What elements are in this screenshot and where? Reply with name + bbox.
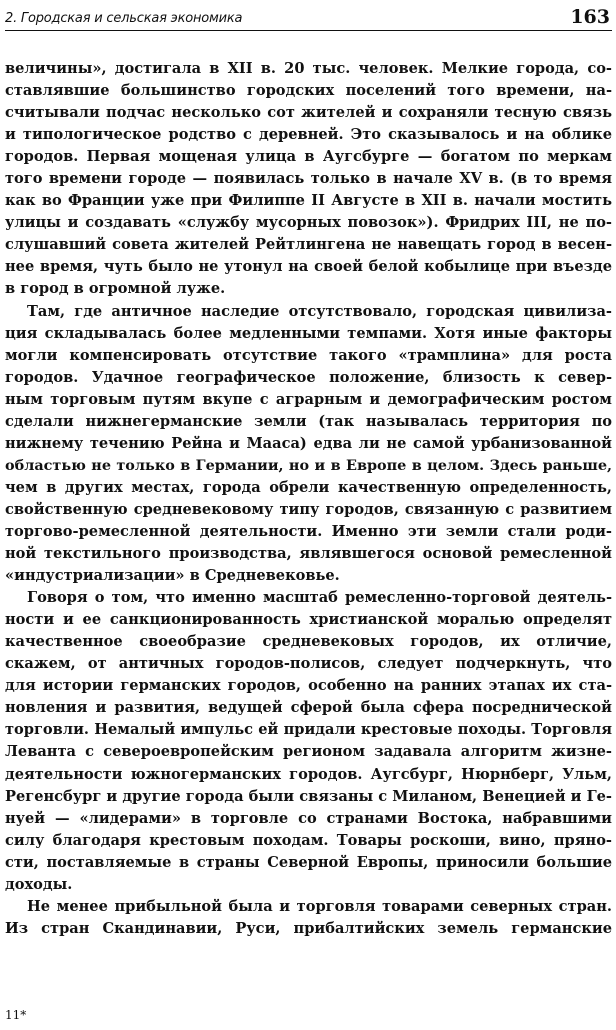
text-line: деятельности южногерманских городов. Аугсбург, Нюрнберг, Ульм, <box>5 765 612 783</box>
text-line: «индустриализации» в Средневековье. <box>5 567 340 585</box>
text-line: Там, где античное наследие отсутствовало, городская цивилиза- <box>27 302 612 320</box>
body-text <box>5 58 612 940</box>
text-line: новления и развития, ведущей сферой была сфера посреднической <box>5 699 612 717</box>
text-line: ным торговым путям вкупе с аграрным и демографическим ростом <box>5 390 612 408</box>
text-line: сти, поставляемые в страны Северной Европы, приносили большие <box>5 853 612 871</box>
text-line: Из стран Скандинавии, Руси, прибалтийских земель германские <box>5 919 612 937</box>
text-line: торговли. Немалый импульс ей придали крестовые походы. Торговля <box>5 721 612 739</box>
text-line: городов. Первая мощеная улица в Аугсбурге — богатом по меркам <box>5 148 612 166</box>
text-line: могли компенсировать отсутствие такого «трамплина» для роста <box>5 346 612 364</box>
running-title: 2. Городская и сельская экономика <box>5 11 243 26</box>
text-line: ной текстильного производства, являвшегося основой ремесленной <box>5 545 612 563</box>
text-line: доходы. <box>5 875 73 893</box>
text-line: областью не только в Германии, но и в Европе в целом. Здесь раньше, <box>5 456 612 474</box>
text-line: ности и ее санкционированность христианской моралью определят <box>5 611 612 629</box>
text-line: нее время, чуть было не утонул на своей белой кобылице при въезде <box>5 258 612 276</box>
text-line: слушавший совета жителей Рейтлингена не навещать город в весен- <box>5 236 612 254</box>
text-line: силу благодаря крестовым походам. Товары роскоши, вино, пряно- <box>5 831 612 849</box>
text-line: улицы и создавать «службу мусорных повозок»). Фридрих III, не по- <box>5 214 612 232</box>
text-line: скажем, от античных городов-полисов, следует подчеркнуть, что <box>5 655 612 673</box>
text-line: ция складывалась более медленными темпами. Хотя иные факторы <box>5 324 612 342</box>
text-line: того времени городе — появилась только в начале XV в. (в то время <box>5 170 612 188</box>
text-line: чем в других местах, города обрели качественную определенность, <box>5 478 612 496</box>
signature-mark: 11* <box>5 1008 27 1022</box>
text-line: нижнему течению Рейна и Мааса) едва ли не самой урбанизованной <box>5 434 612 452</box>
text-line: и типологическое родство с деревней. Это сказывалось и на облике <box>5 126 612 144</box>
text-line: свойственную средневековому типу городов, связанную с развитием <box>5 500 612 518</box>
text-line: торгово-ремесленной деятельности. Именно эти земли стали роди- <box>5 522 612 540</box>
page-number: 163 <box>570 6 610 28</box>
text-line: как во Франции уже при Филиппе II Августе в XII в. начали мостить <box>5 192 612 210</box>
text-line: Не менее прибыльной была и торговля товарами северных стран. <box>27 897 612 915</box>
text-line: качественное своеобразие средневековых городов, их отличие, <box>5 633 612 651</box>
text-line: нуей — «лидерами» в торговле со странами Востока, набравшими <box>5 809 612 827</box>
text-line: считывали подчас несколько сот жителей и сохраняли тесную связь <box>5 104 612 122</box>
text-line: Леванта с североевропейским регионом задавала алгоритм жизне- <box>5 743 612 761</box>
text-line: в город в огромной луже. <box>5 280 226 298</box>
text-line: Говоря о том, что именно масштаб ремесленно-торговой деятель- <box>27 589 612 607</box>
text-line: величины», достигала в XII в. 20 тыс. человек. Мелкие города, со- <box>5 60 612 77</box>
running-head <box>5 4 612 31</box>
text-line: ставлявшие большинство городских поселений того времени, на- <box>5 82 612 100</box>
text-line: Регенсбург и другие города были связаны с Миланом, Венецией и Ге- <box>5 787 612 805</box>
text-line: городов. Удачное географическое положение, близость к север- <box>5 368 612 386</box>
text-line: сделали нижнегерманские земли (так называлась территория по <box>5 412 612 430</box>
text-line: для истории германских городов, особенно на ранних этапах их ста- <box>5 677 612 695</box>
